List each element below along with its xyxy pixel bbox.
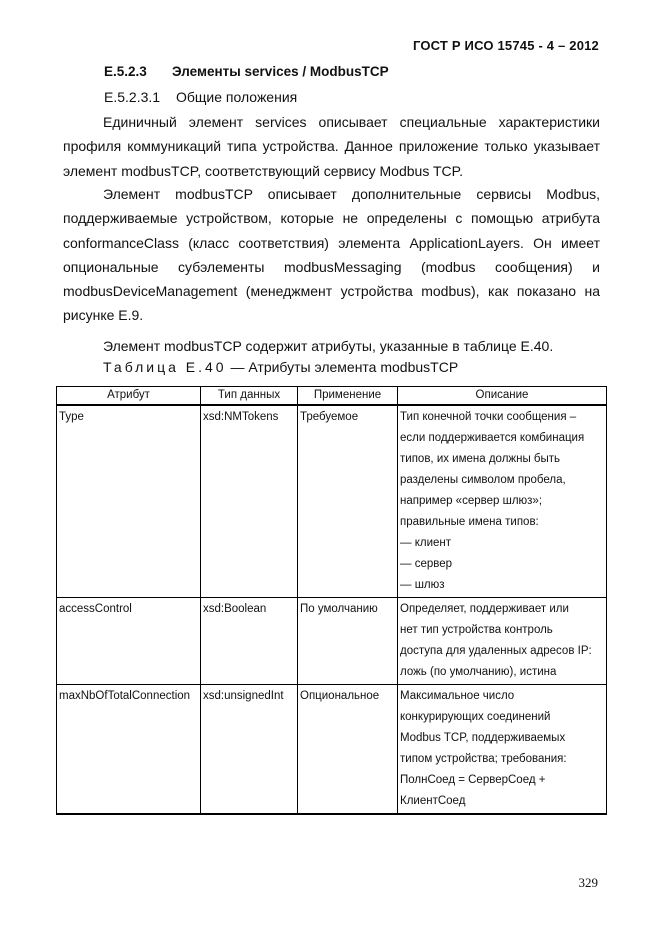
- cell-data-type: xsd:Boolean: [201, 598, 298, 685]
- table-caption-label: Таблица E.40: [103, 359, 227, 375]
- description-line: разделены символом пробела,: [400, 474, 566, 486]
- cell-usage: Требуемое: [298, 405, 398, 598]
- description-line: если поддерживается комбинация: [400, 432, 585, 444]
- cell-data-type: xsd:NMTokens: [201, 405, 298, 598]
- header-description: Описание: [398, 387, 607, 406]
- cell-attribute: Type: [57, 405, 201, 598]
- table-header-row: [57, 387, 607, 406]
- subsection-heading: [104, 89, 297, 105]
- header-usage: Применение: [298, 387, 398, 406]
- paragraph-attributes-reference: Элемент modbusTCP содержит атрибуты, указанные в таблице E.40.: [103, 338, 554, 354]
- description-line: ложь (по умолчанию), истина: [400, 666, 557, 678]
- cell-description: [398, 685, 607, 815]
- description-line: Максимальное число: [400, 690, 515, 702]
- description-line: правильные имена типов:: [400, 516, 539, 528]
- table-row: [57, 405, 607, 598]
- cell-data-type: xsd:unsignedInt: [201, 685, 298, 815]
- paragraph-modbustcp-description: Элемент modbusTCP описывает дополнительные сервисы Modbus, поддерживаемые устройством, которые не определены с помощью атрибута conformanceClass (класс соответствия) элемента ApplicationLayers. Он имеет опциональные субэлементы modbusMessaging (modbus сообщения) и modbusDeviceManagement (менеджмент устройства modbus), как показано на рисунке E.9.: [63, 186, 600, 324]
- header-data-type: Тип данных: [201, 387, 298, 406]
- description-line: — клиент: [400, 537, 452, 549]
- cell-attribute: maxNbOfTotalConnection: [57, 685, 201, 815]
- document-header: ГОСТ Р ИСО 15745 - 4 – 2012: [412, 38, 599, 53]
- description-line: Определяет, поддерживает или: [400, 603, 569, 615]
- description-line: типом устройства; требования:: [400, 753, 567, 765]
- cell-usage: Опциональное: [298, 685, 398, 815]
- table-row: [57, 685, 607, 815]
- table-caption: [103, 359, 458, 375]
- description-line: конкурирующих соединений: [400, 711, 551, 723]
- attributes-table: [56, 386, 607, 815]
- description-line: типов, их имена должны быть: [400, 453, 561, 465]
- paragraph-services-intro: Единичный элемент services описывает специальные характеристики профиля коммуникаций типа устройства. Данное приложение только указывает элемент modbusTCP, соответствующий сервису Modbus TCP.: [63, 114, 600, 179]
- description-line: нет тип устройства контроль: [400, 624, 553, 636]
- description-line: — сервер: [400, 558, 453, 570]
- description-line: например «сервер шлюз»;: [400, 495, 543, 507]
- section-heading: [104, 64, 389, 79]
- page-number: 329: [578, 875, 598, 890]
- header-attribute: Атрибут: [57, 387, 201, 406]
- description-line: ПолнСоед = СерверСоед +: [400, 774, 546, 786]
- subsection-number: E.5.2.3.1: [104, 89, 161, 105]
- cell-usage: По умолчанию: [298, 598, 398, 685]
- table-row: [57, 598, 607, 685]
- subsection-title: Общие положения: [176, 89, 298, 105]
- cell-description: [398, 405, 607, 598]
- cell-description: [398, 598, 607, 685]
- cell-attribute: accessControl: [57, 598, 201, 685]
- description-line: Тип конечной точки сообщения –: [400, 411, 577, 423]
- section-title: Элементы services / ModbusTCP: [172, 64, 389, 79]
- section-number: E.5.2.3: [104, 64, 147, 79]
- table-caption-text: — Атрибуты элемента modbusTCP: [226, 359, 459, 375]
- description-line: доступа для удаленных адресов IP:: [400, 645, 592, 657]
- description-line: КлиентСоед: [400, 795, 466, 807]
- description-line: — шлюз: [400, 579, 445, 591]
- description-line: Modbus TCP, поддерживаемых: [400, 732, 566, 744]
